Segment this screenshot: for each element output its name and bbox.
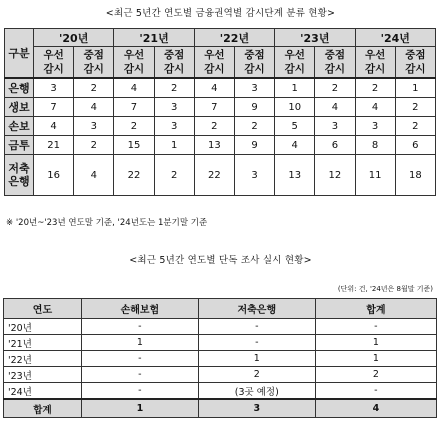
table-cell: 21 bbox=[34, 136, 74, 155]
table-cell: 9 bbox=[234, 98, 274, 117]
table-cell: 1 bbox=[81, 335, 198, 351]
table-cell: 3 bbox=[234, 78, 274, 98]
table-cell: - bbox=[315, 383, 436, 400]
unit-note: (단위: 건, '24년은 8월말 기준) bbox=[337, 285, 433, 293]
table-cell: 6 bbox=[395, 136, 435, 155]
table-cell: 3 bbox=[234, 155, 274, 196]
investigation-table bbox=[3, 298, 437, 418]
focus-monitoring-header: 중점 감시 bbox=[315, 47, 355, 79]
table-cell: 3 bbox=[154, 98, 194, 117]
table-cell: - bbox=[315, 319, 436, 335]
table-cell: 4 bbox=[275, 136, 315, 155]
year-header: '24년 bbox=[355, 29, 436, 47]
table-cell: '24년 bbox=[4, 383, 82, 400]
table-cell: 7 bbox=[194, 98, 234, 117]
table-row bbox=[5, 155, 436, 196]
year-header: '21년 bbox=[114, 29, 194, 47]
table-cell: 18 bbox=[395, 155, 435, 196]
table-cell: 2 bbox=[154, 155, 194, 196]
focus-monitoring-header: 중점 감시 bbox=[154, 47, 194, 79]
table-cell: 2 bbox=[74, 78, 114, 98]
table-row bbox=[4, 367, 437, 383]
total-cell: 3 bbox=[198, 399, 315, 418]
table-cell: - bbox=[81, 383, 198, 400]
table-cell: 2 bbox=[315, 78, 355, 98]
table-cell: 3 bbox=[74, 117, 114, 136]
table-cell: - bbox=[198, 335, 315, 351]
table-cell: 1 bbox=[315, 335, 436, 351]
table-cell: 4 bbox=[194, 78, 234, 98]
table-cell: - bbox=[198, 319, 315, 335]
table-cell: 15 bbox=[114, 136, 154, 155]
table-cell: 1 bbox=[315, 351, 436, 367]
table-cell: 9 bbox=[234, 136, 274, 155]
table-cell: 2 bbox=[154, 78, 194, 98]
table-cell: 2 bbox=[234, 117, 274, 136]
table-row bbox=[5, 98, 436, 117]
table-row bbox=[5, 78, 436, 98]
table-row bbox=[4, 335, 437, 351]
table-cell: 13 bbox=[194, 136, 234, 155]
table-cell: 2 bbox=[355, 78, 395, 98]
year-header: '20년 bbox=[34, 29, 114, 47]
table1-title: <최근 5년간 연도별 금융권역별 감시단계 분류 현황> bbox=[105, 8, 336, 19]
priority-monitoring-header: 우선 감시 bbox=[34, 47, 74, 79]
table-cell: 2 bbox=[114, 117, 154, 136]
priority-monitoring-header: 우선 감시 bbox=[355, 47, 395, 79]
total-cell: 1 bbox=[81, 399, 198, 418]
table-cell: 2 bbox=[315, 367, 436, 383]
table-cell: 4 bbox=[355, 98, 395, 117]
row-header: 생보 bbox=[5, 98, 34, 117]
col-header-total: 합계 bbox=[315, 299, 436, 319]
total-cell: 합계 bbox=[4, 399, 82, 418]
table-cell: 3 bbox=[34, 78, 74, 98]
table-cell: '21년 bbox=[4, 335, 82, 351]
priority-monitoring-header: 우선 감시 bbox=[275, 47, 315, 79]
table-cell: 1 bbox=[198, 351, 315, 367]
table-cell: 4 bbox=[74, 98, 114, 117]
year-header: '22년 bbox=[194, 29, 274, 47]
table-cell: 22 bbox=[194, 155, 234, 196]
table-cell: 1 bbox=[275, 78, 315, 98]
table-cell: 2 bbox=[74, 136, 114, 155]
table-cell: 11 bbox=[355, 155, 395, 196]
table2-title: <최근 5년간 연도별 단독 조사 실시 현황> bbox=[129, 255, 312, 266]
table-cell: 5 bbox=[275, 117, 315, 136]
table-cell: 1 bbox=[154, 136, 194, 155]
table-cell: 3 bbox=[315, 117, 355, 136]
table-cell: 2 bbox=[395, 117, 435, 136]
focus-monitoring-header: 중점 감시 bbox=[395, 47, 435, 79]
table-cell: 16 bbox=[34, 155, 74, 196]
table-cell: 1 bbox=[395, 78, 435, 98]
table-cell: 4 bbox=[34, 117, 74, 136]
table-cell: 8 bbox=[355, 136, 395, 155]
row-header: 은행 bbox=[5, 78, 34, 98]
table-cell: '22년 bbox=[4, 351, 82, 367]
total-cell: 4 bbox=[315, 399, 436, 418]
table-cell: (3곳 예정) bbox=[198, 383, 315, 400]
table-cell: 3 bbox=[154, 117, 194, 136]
table-cell: 4 bbox=[114, 78, 154, 98]
priority-monitoring-header: 우선 감시 bbox=[194, 47, 234, 79]
table1-note: ※ '20년~'23년 연도말 기준, '24년도는 1분기말 기준 bbox=[6, 218, 208, 228]
table-row bbox=[4, 319, 437, 335]
table-cell: '23년 bbox=[4, 367, 82, 383]
focus-monitoring-header: 중점 감시 bbox=[234, 47, 274, 79]
corner-header: 구분 bbox=[5, 29, 34, 79]
table-cell: 2 bbox=[395, 98, 435, 117]
table-cell: - bbox=[81, 367, 198, 383]
table-row bbox=[4, 351, 437, 367]
table-cell: 3 bbox=[355, 117, 395, 136]
table-cell: 4 bbox=[74, 155, 114, 196]
row-header: 금투 bbox=[5, 136, 34, 155]
table-cell: 2 bbox=[194, 117, 234, 136]
table-cell: 6 bbox=[315, 136, 355, 155]
table-cell: 7 bbox=[114, 98, 154, 117]
row-header: 손보 bbox=[5, 117, 34, 136]
table-cell: - bbox=[81, 319, 198, 335]
table-cell: 2 bbox=[198, 367, 315, 383]
focus-monitoring-header: 중점 감시 bbox=[74, 47, 114, 79]
table-cell: '20년 bbox=[4, 319, 82, 335]
table-cell: 13 bbox=[275, 155, 315, 196]
table-row bbox=[5, 136, 436, 155]
year-header: '23년 bbox=[275, 29, 355, 47]
priority-monitoring-header: 우선 감시 bbox=[114, 47, 154, 79]
col-header-savings-bank: 저축은행 bbox=[198, 299, 315, 319]
table-cell: 12 bbox=[315, 155, 355, 196]
row-header: 저축 은행 bbox=[5, 155, 34, 196]
total-row bbox=[4, 399, 437, 418]
table-cell: 22 bbox=[114, 155, 154, 196]
monitoring-stage-table bbox=[4, 28, 436, 196]
col-header-year: 연도 bbox=[4, 299, 82, 319]
table-cell: 7 bbox=[34, 98, 74, 117]
table-cell: - bbox=[81, 351, 198, 367]
table-cell: 4 bbox=[315, 98, 355, 117]
col-header-insurance: 손해보험 bbox=[81, 299, 198, 319]
table-cell: 10 bbox=[275, 98, 315, 117]
table-row bbox=[5, 117, 436, 136]
table-row bbox=[4, 383, 437, 400]
